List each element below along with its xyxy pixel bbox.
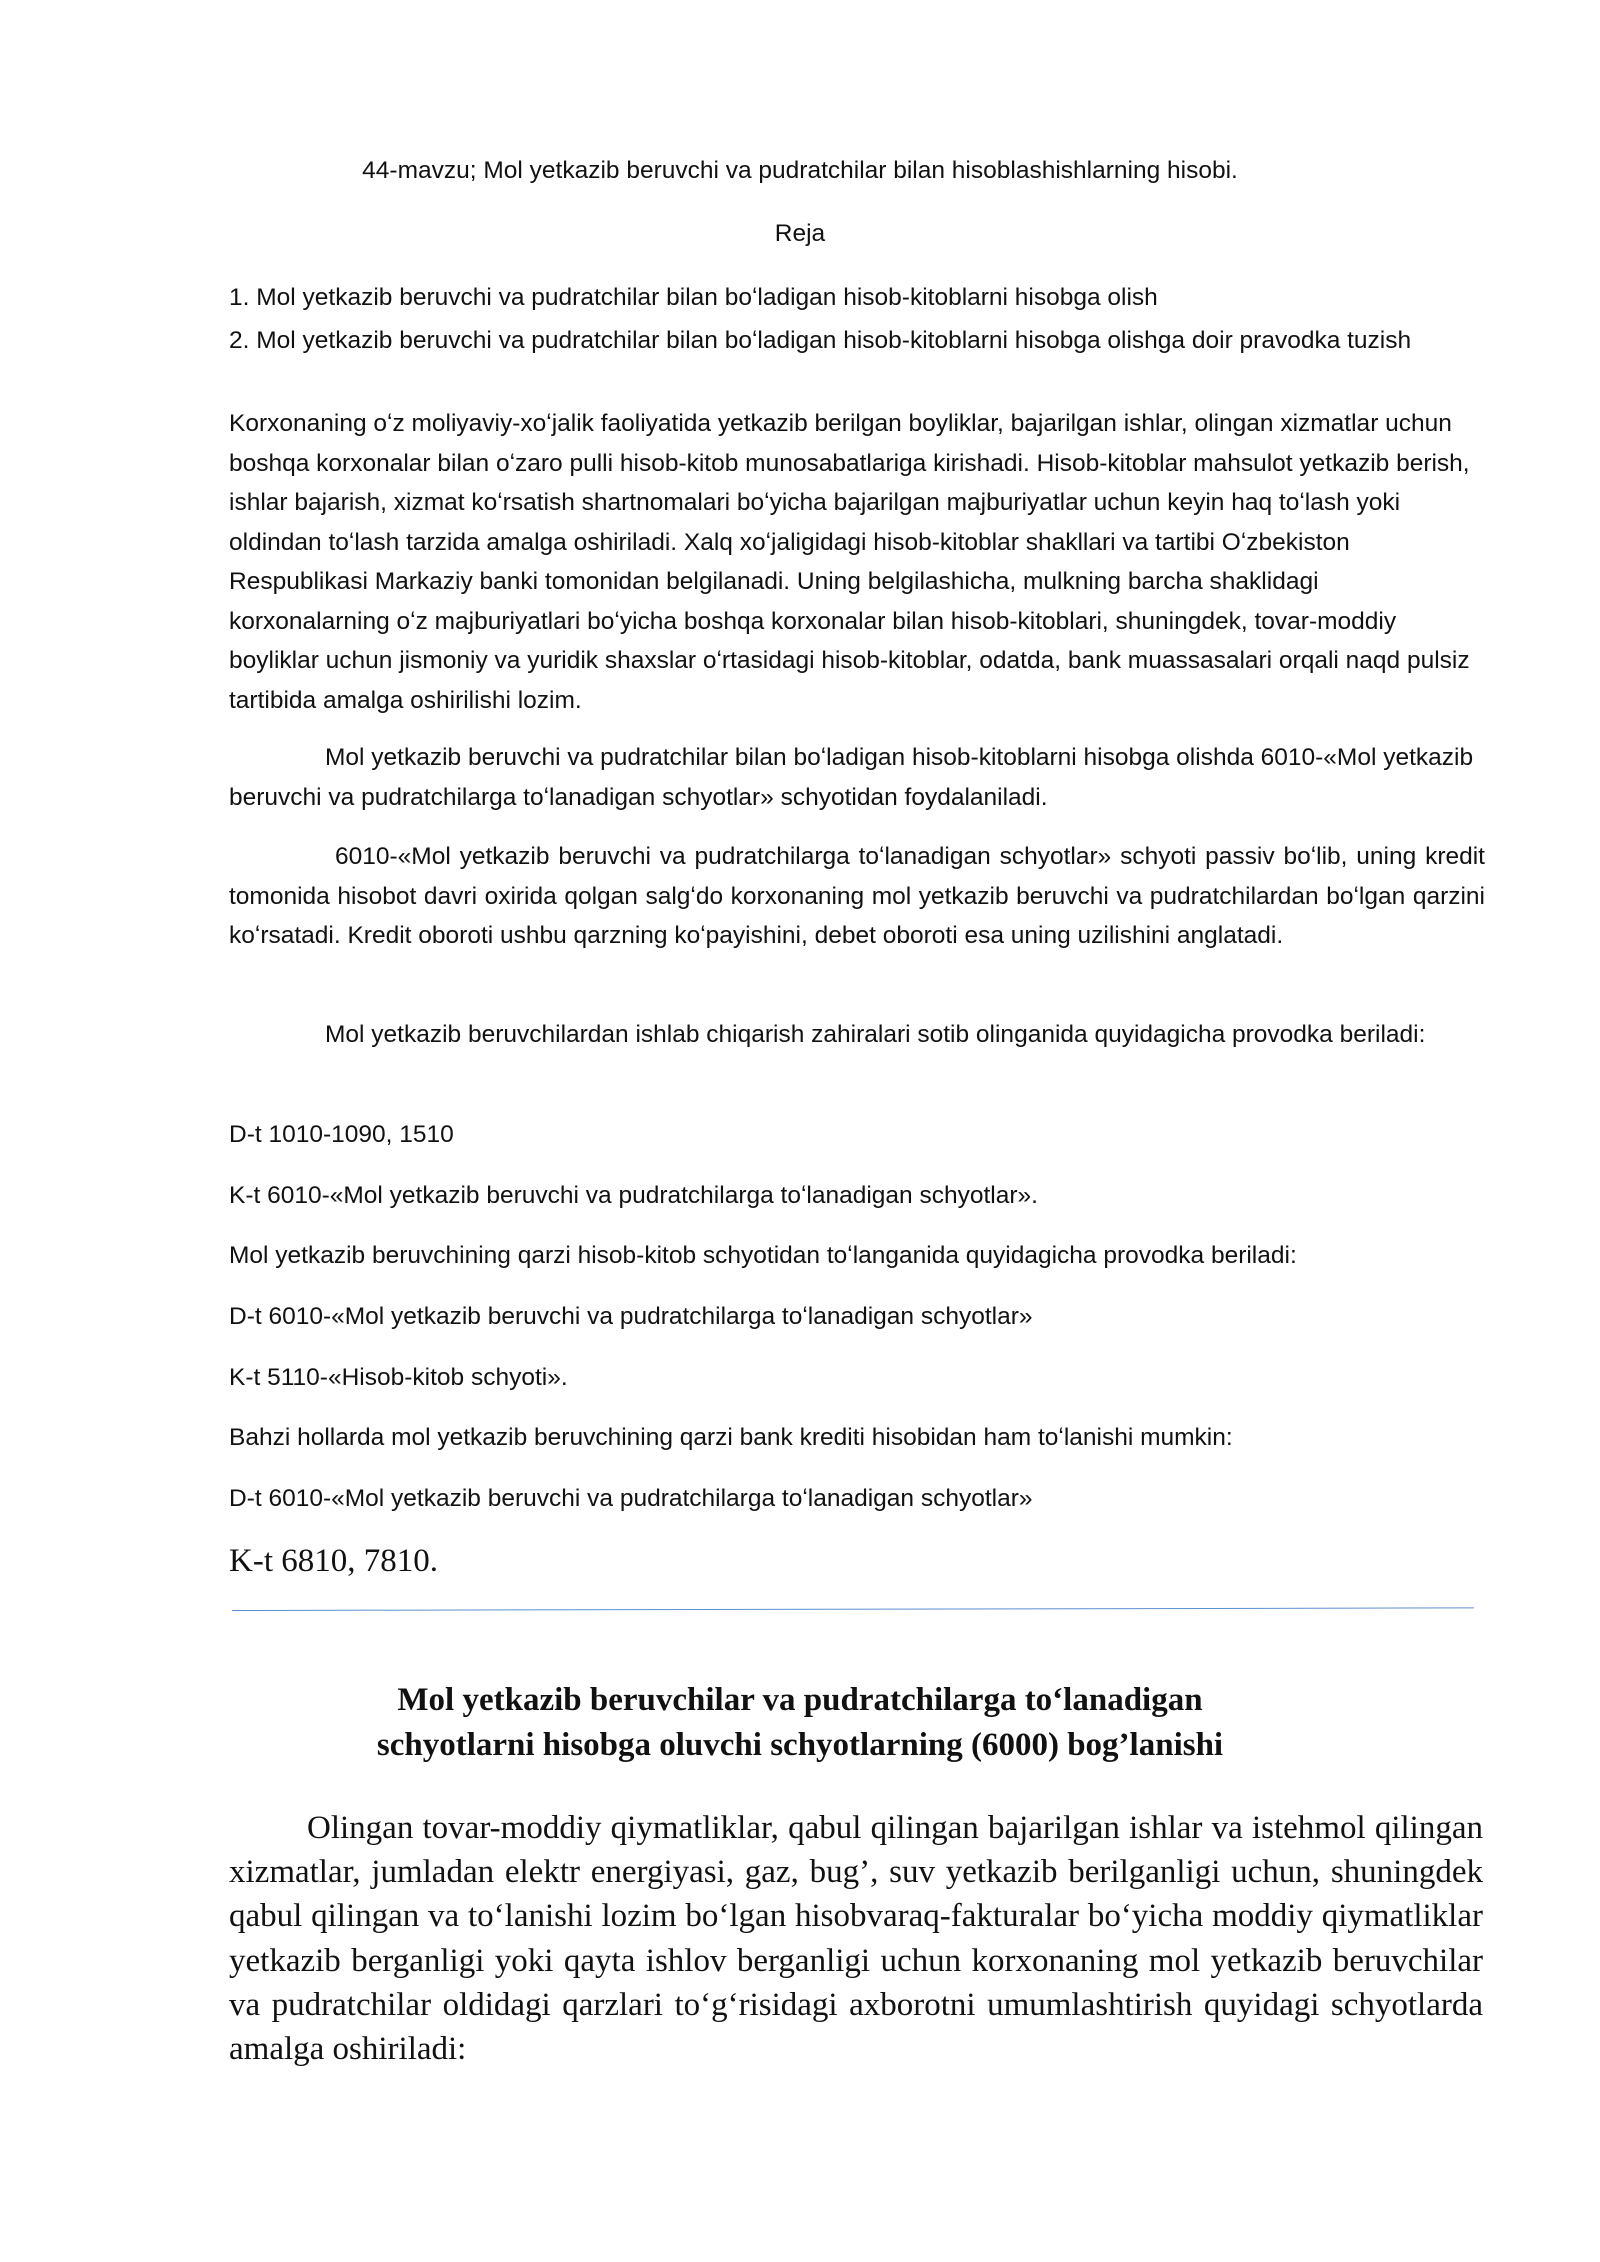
section-heading-line-1: Mol yetkazib beruvchilar va pudratchilarga toʻlanadigan [397, 1682, 1203, 1718]
entry-3-debit: D-t 6010-«Mol yetkazib beruvchi va pudratchilarga toʻlanadigan schyotlar» [229, 1485, 1033, 1512]
paragraph-bank-credit: Bahzi hollarda mol yetkazib beruvchining qarzi bank krediti hisobidan ham toʻlanishi mumkin: [229, 1424, 1233, 1451]
paragraph-purchase: Mol yetkazib beruvchilardan ishlab chiqarish zahiralari sotib olinganida quyidagicha provodka beriladi: [325, 1021, 1426, 1048]
plan-label: Reja [774, 220, 826, 247]
paragraph-payment: Mol yetkazib beruvchining qarzi hisob-kitob schyotidan toʻlanganida quyidagicha provodka beriladi: [229, 1242, 1297, 1269]
paragraph-6010-usage: Mol yetkazib beruvchi va pudratchilar bilan boʻladigan hisob-kitoblarni hisobga olishda 6010-«Mol yetkazib beruvchi va pudratchilarga toʻlanadigan schyotlar» schyotidan foydalaniladi. [229, 744, 1474, 811]
section-heading [0, 1678, 1600, 1768]
entry-3-credit: K-t 6810, 7810. [229, 1543, 438, 1579]
intro-paragraph: Korxonaning oʻz moliyaviy-xoʻjalik faoliyatida yetkazib berilgan boyliklar, bajarilgan ishlar, olingan xizmatlar uchun boshqa korxonalar bilan oʻzaro pulli hisob-kitob munosabatlariga kirishadi. Hisob-kitoblar mahsulot yetkazib berish, ishlar bajarish, xizmat koʻrsatish shartnomalari boʻyicha bajarilgan majburiyatlar uchun keyin haq toʻlash yoki oldindan toʻlash tarzida amalga oshiriladi. Xalq xoʻjaligidagi hisob-kitoblar shakllari va tartibi Oʻzbekiston Respublikasi Markaziy banki tomonidan belgilanadi. Uning belgilashicha, mulkning barcha shaklidagi korxonalarning oʻz majburiyatlari boʻyicha boshqa korxonalar bilan hisob-kitoblari, shuningdek, tovar-moddiy boyliklar uchun jismoniy va yuridik shaxslar oʻrtasidagi hisob-kitoblar, odatda, bank muassasalari orqali naqd pulsiz tartibida amalga oshirilishi lozim. [229, 410, 1470, 714]
plan-item-2: 2. Mol yetkazib beruvchi va pudratchilar bilan boʻladigan hisob-kitoblarni hisobga olishga doir pravodka tuzish [229, 327, 1412, 354]
paragraph-6010-passive: 6010-«Mol yetkazib beruvchi va pudratchilarga toʻlanadigan schyotlar» schyoti passiv boʻlib, uning kredit tomonida hisobot davri oxirida qolgan salgʻdo korxonaning mol yetkazib beruvchi va pudratchilardan boʻlgan qarzini koʻrsatadi. Kredit oboroti ushbu qarzning koʻpayishini, debet oboroti esa uning uzilishini anglatadi. [229, 843, 1485, 949]
plan-item-1: 1. Mol yetkazib beruvchi va pudratchilar bilan boʻladigan hisob-kitoblarni hisobga olish [229, 284, 1158, 311]
section-divider [232, 1607, 1474, 1611]
section-heading-line-2: schyotlarni hisobga oluvchi schyotlarning (6000) bog’lanishi [376, 1727, 1224, 1763]
topic-title: 44-mavzu; Mol yetkazib beruvchi va pudratchilar bilan hisoblashishlarning hisobi. [362, 157, 1238, 184]
entry-2-credit: K-t 5110-«Hisob-kitob schyoti». [229, 1364, 568, 1391]
entry-2-debit: D-t 6010-«Mol yetkazib beruvchi va pudratchilarga toʻlanadigan schyotlar» [229, 1303, 1033, 1330]
entry-1-debit: D-t 1010-1090, 1510 [229, 1121, 454, 1148]
entry-1-credit: K-t 6010-«Mol yetkazib beruvchi va pudratchilarga toʻlanadigan schyotlar». [229, 1182, 1038, 1209]
section-paragraph: Olingan tovar-moddiy qiymatliklar, qabul qilingan bajarilgan ishlar va istehmol qilingan xizmatlar, jumladan elektr energiyasi, gaz, bug’, suv yetkazib berilganligi uchun, shuningdek qabul qilingan va toʻlanishi lozim boʻlgan hisobvaraq-fakturalar boʻyicha moddiy qiymatliklar yetkazib berganligi yoki qayta ishlov berganligi uchun korxonaning mol yetkazib beruvchilar va pudratchilar oldidagi qarzlari toʻgʻrisidagi axborotni umumlashtirish quyidagi schyotlarda amalga oshiriladi: [229, 1810, 1483, 2068]
